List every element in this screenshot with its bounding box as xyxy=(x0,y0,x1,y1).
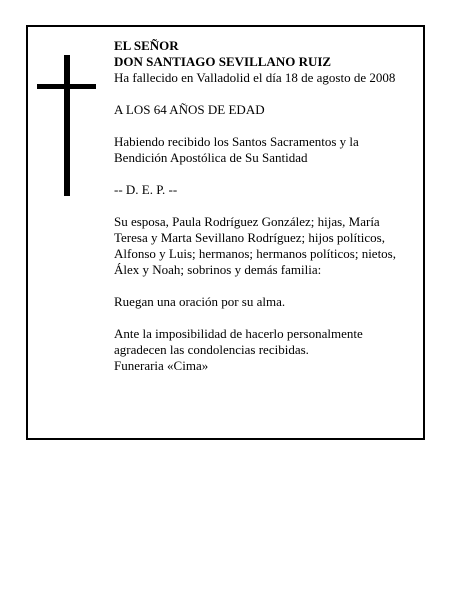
cross-icon-crossbar xyxy=(37,84,96,89)
family-line: Alfonso y Luis; hermanos; hermanos políticos; nietos, xyxy=(114,246,396,261)
obituary-content xyxy=(114,38,419,374)
family-line: Su esposa, Paula Rodríguez González; hijas, María xyxy=(114,214,380,229)
thanks-line: Ante la imposibilidad de hacerlo personalmente xyxy=(114,326,363,341)
thanks-line: agradecen las condolencias recibidas. xyxy=(114,342,309,357)
funeral-home-line: Funeraria «Cima» xyxy=(114,358,209,373)
title-line: EL SEÑOR xyxy=(114,38,179,53)
prayer-line: Ruegan una oración por su alma. xyxy=(114,294,286,309)
family-paragraph xyxy=(114,214,419,278)
death-announcement: Ha fallecido en Valladolid el día 18 de agosto de 2008 xyxy=(114,70,396,85)
deceased-name: DON SANTIAGO SEVILLANO RUIZ xyxy=(114,54,332,69)
thanks-paragraph xyxy=(114,326,419,358)
age-line: A LOS 64 AÑOS DE EDAD xyxy=(114,102,265,117)
sacraments-paragraph xyxy=(114,134,419,166)
sacraments-line: Bendición Apostólica de Su Santidad xyxy=(114,150,308,165)
family-line: Álex y Noah; sobrinos y demás familia: xyxy=(114,262,322,277)
family-line: Teresa y Marta Sevillano Rodríguez; hijos políticos, xyxy=(114,230,385,245)
cross-icon xyxy=(64,55,70,196)
sacraments-line: Habiendo recibido los Santos Sacramentos y la xyxy=(114,134,359,149)
rip-line: -- D. E. P. -- xyxy=(114,182,178,197)
